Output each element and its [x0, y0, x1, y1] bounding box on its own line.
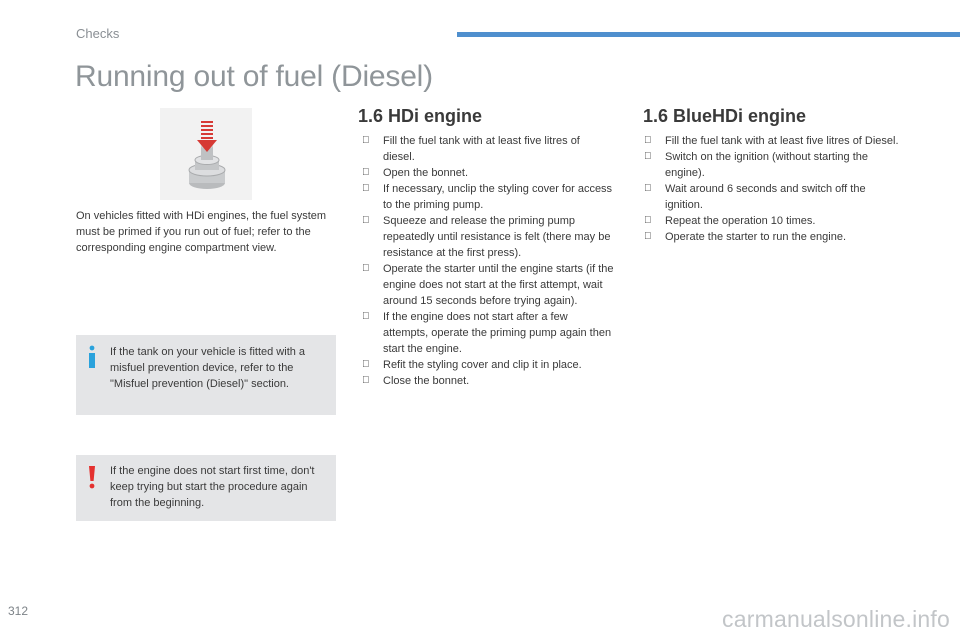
- bluehdi-heading: 1.6 BlueHDi engine: [643, 106, 807, 126]
- bluehdi-steps-list: [644, 133, 906, 245]
- list-item-text: If necessary, unclip the styling cover for access to the priming pump.: [383, 183, 613, 211]
- list-item-text: Operate the starter until the engine starts (if the engine does not start at the first attempt, wait around 15 seconds before trying again).: [383, 263, 614, 307]
- warning-icon: [86, 465, 98, 489]
- priming-pump-icon: [160, 108, 252, 200]
- list-item: [644, 133, 906, 149]
- list-item-text: Repeat the operation 10 times.: [665, 215, 816, 227]
- hdi-steps-list: [362, 133, 614, 389]
- bullet-icon: [644, 149, 652, 165]
- list-item: [362, 165, 614, 181]
- list-item-text: Wait around 6 seconds and switch off the ignition.: [665, 183, 866, 211]
- bullet-icon: [644, 229, 652, 245]
- list-item: [644, 149, 906, 181]
- bullet-icon: [362, 133, 370, 149]
- list-item: [362, 261, 614, 309]
- page-title: Running out of fuel (Diesel): [75, 60, 433, 93]
- list-item: [362, 309, 614, 357]
- header-accent-bar: [457, 32, 960, 37]
- list-item-text: Fill the fuel tank with at least five litres of diesel.: [383, 135, 580, 163]
- bullet-icon: [362, 357, 370, 373]
- list-item: [644, 181, 906, 213]
- list-item-text: If the engine does not start after a few attempts, operate the priming pump again then start the engine.: [383, 311, 612, 355]
- info-icon: [86, 345, 98, 369]
- list-item: [362, 357, 614, 373]
- list-item-text: Switch on the ignition (without starting the engine).: [665, 151, 869, 179]
- list-item: [362, 133, 614, 165]
- page-number: 312: [8, 604, 29, 618]
- bullet-icon: [362, 181, 370, 197]
- bullet-icon: [362, 261, 370, 277]
- intro-text: On vehicles fitted with HDi engines, the fuel system must be primed if you run out of fuel; refer to the corresponding engine compartment view.: [76, 210, 327, 254]
- info-note: [76, 335, 336, 415]
- list-item-text: Refit the styling cover and clip it in place.: [383, 359, 582, 371]
- list-item-text: Fill the fuel tank with at least five litres of Diesel.: [665, 135, 899, 147]
- list-item-text: Operate the starter to run the engine.: [665, 231, 847, 243]
- list-item: [644, 229, 906, 245]
- list-item: [362, 373, 614, 389]
- list-item-text: Squeeze and release the priming pump repeatedly until resistance is felt (there may be resistance at the first press).: [383, 215, 611, 259]
- bullet-icon: [362, 165, 370, 181]
- watermark: carmanualsonline.info: [722, 606, 950, 632]
- section-label: Checks: [76, 26, 120, 41]
- warning-note: [76, 455, 336, 521]
- bullet-icon: [362, 309, 370, 325]
- list-item-text: Open the bonnet.: [383, 167, 469, 179]
- info-note-text: If the tank on your vehicle is fitted with a misfuel prevention device, refer to the "Misfuel prevention (Diesel)" section.: [110, 346, 306, 390]
- list-item: [362, 181, 614, 213]
- list-item-text: Close the bonnet.: [383, 375, 470, 387]
- bullet-icon: [644, 181, 652, 197]
- bullet-icon: [362, 373, 370, 389]
- bullet-icon: [644, 213, 652, 229]
- list-item: [644, 213, 906, 229]
- hdi-heading: 1.6 HDi engine: [358, 106, 483, 126]
- bullet-icon: [644, 133, 652, 149]
- bullet-icon: [362, 213, 370, 229]
- list-item: [362, 213, 614, 261]
- warning-note-text: If the engine does not start first time, don't keep trying but start the procedure again from the beginning.: [110, 465, 315, 509]
